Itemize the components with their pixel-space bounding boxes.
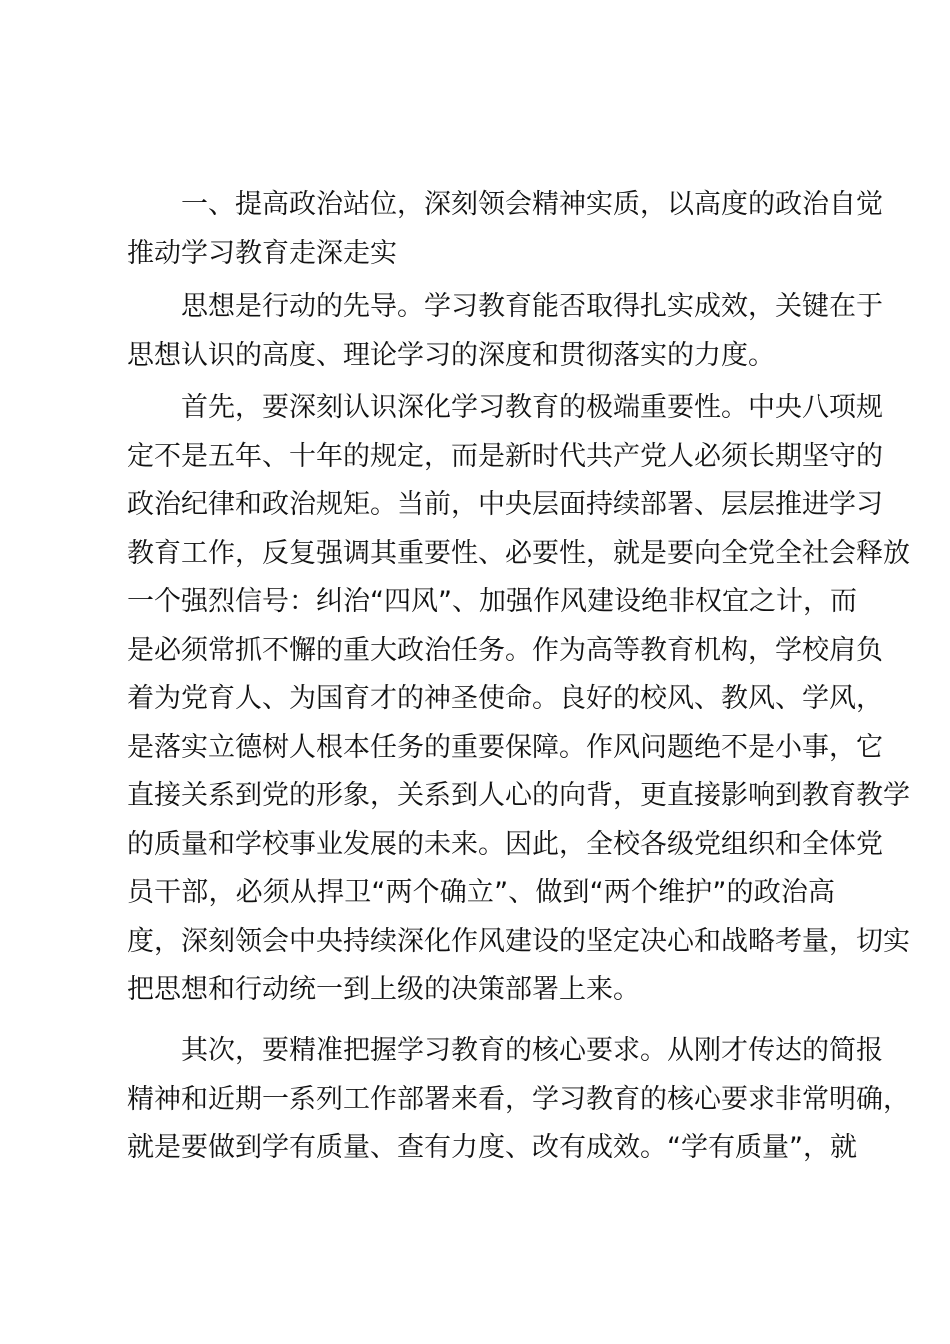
- paragraph-line: 直接关系到党的形象，关系到人心的向背，更直接影响到教育教学: [127, 780, 910, 811]
- paragraph-line: 政治纪律和政治规矩。当前，中央层面持续部署、层层推进学习: [127, 489, 883, 520]
- paragraph-line: 其次，要精准把握学习教育的核心要求。从刚才传达的简报: [181, 1035, 883, 1066]
- heading-line: 推动学习教育走深走实: [127, 237, 397, 269]
- paragraph-line: 首先，要深刻认识深化学习教育的极端重要性。中央八项规: [181, 392, 883, 423]
- paragraph-2: [127, 384, 910, 1015]
- paragraph-line: 是必须常抓不懈的重大政治任务。作为高等教育机构，学校肩负: [127, 634, 883, 666]
- paragraph-line: 的质量和学校事业发展的未来。因此，全校各级党组织和全体党: [127, 828, 883, 860]
- paragraph-3: [127, 1027, 910, 1173]
- paragraph-line: 员干部，必须从捍卫“两个确立”、做到“两个维护”的政治高: [127, 877, 835, 908]
- paragraph-line: 是落实立德树人根本任务的重要保障。作风问题绝不是小事，它: [127, 731, 883, 763]
- heading-line: 一、提高政治站位，深刻领会精神实质，以高度的政治自觉: [181, 189, 883, 220]
- paragraph-line: 思想认识的高度、理论学习的深度和贯彻落实的力度。: [127, 339, 775, 371]
- paragraph-line: 度，深刻领会中央持续深化作风建设的坚定决心和战略考量，切实: [127, 925, 910, 957]
- paragraph-1: [127, 283, 883, 380]
- paragraph-line: 就是要做到学有质量、查有力度、改有成效。“学有质量”，就: [127, 1132, 857, 1163]
- paragraph-line: 一个强烈信号：纠治“四风”、加强作风建设绝非权宜之计，而: [127, 586, 857, 617]
- paragraph-line: 定不是五年、十年的规定，而是新时代共产党人必须长期坚守的: [127, 440, 883, 472]
- paragraph-line: 把思想和行动统一到上级的决策部署上来。: [127, 974, 640, 1005]
- paragraph-line: 着为党育人、为国育才的神圣使命。良好的校风、教风、学风，: [127, 683, 883, 714]
- paragraph-line: 思想是行动的先导。学习教育能否取得扎实成效，关键在于: [181, 291, 883, 322]
- section-heading: [127, 181, 883, 278]
- paragraph-line: 精神和近期一系列工作部署来看，学习教育的核心要求非常明确，: [127, 1083, 910, 1115]
- paragraph-line: 教育工作，反复强调其重要性、必要性，就是要向全党全社会释放: [127, 537, 910, 569]
